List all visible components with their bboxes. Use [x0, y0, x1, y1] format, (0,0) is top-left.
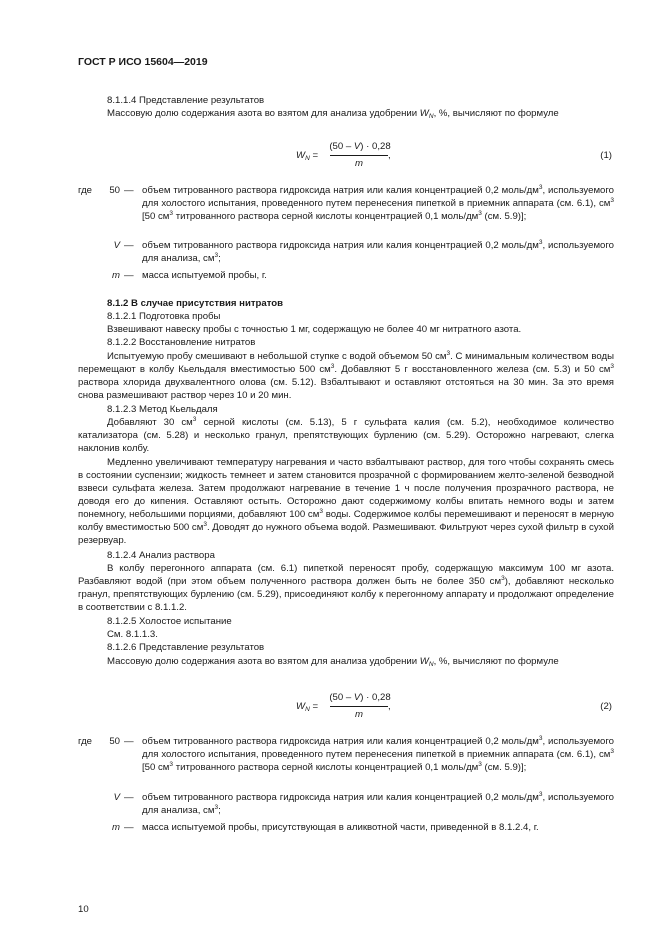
equation-number: (1) — [600, 150, 612, 161]
text-8-1-2-5: См. 8.1.1.3. — [107, 629, 158, 640]
section-title-8-1-2-3: 8.1.2.3 Метод Кьельдаля — [107, 404, 218, 415]
formula-lhs: $W_N$ = — [296, 150, 319, 162]
text-8-1-2-3-a: Добавляют 30 $см^3$ серной кислоты (см. 5.13), 5 г сульфата калия (см. 5.2), необходимое количество катализатора (см. 5.28) и несколько гранул, препятствующих бурлению (см. 5.29). Осторожно нагревают, слегка наклонив колбу. — [78, 416, 614, 454]
fraction-bar — [330, 706, 388, 707]
intro-8-1-2-6: Массовую долю содержания азота во взятом для анализа удобрении $W_N$, %, вычисляют по формуле — [107, 656, 559, 668]
text-8-1-2-2: Испытуемую пробу смешивают в небольшой ступке с водой объемом 50 $см^3$. С минимальным количеством воды перемещают в колбу Кьельдаля вместимостью 500 $см^3$. Добавляют 5 г восстановленного железа (см. 5.3) и 50 $см^3$ раствора хлорида двухвалентного олова (см. 5.12). Взбалтывают и оставляют отстояться на 30 мин. За это время снова размешивают раствор через 10 и 20 мин. — [78, 350, 614, 401]
text-8-1-2-4: В колбу перегонного аппарата (см. 6.1) пипеткой переносят пробу, содержащую максимум 100 мг азота. Разбавляют водой (при этом объем полученного раствора должен быть не более 350 $см^3$), добавляют несколько гранул, препятствующих бурлению (см. 5.29), присоединяют колбу к перегонному аппарату и продолжают определение в соответствии с 8.1.1.2. — [78, 563, 614, 613]
section-title-8-1-2-6: 8.1.2.6 Представление результатов — [107, 642, 265, 653]
formula-denominator: m — [355, 158, 363, 169]
formula-1: $W_N$ = (50 – V) · 0,28 m , (1) — [296, 141, 612, 169]
section-title-8-1-2-5: 8.1.2.5 Холостое испытание — [107, 616, 232, 627]
section-title-8-1-1-4: 8.1.1.4 Представление результатов — [107, 95, 265, 106]
section-title-8-1-2-2: 8.1.2.2 Восстановление нитратов — [107, 337, 256, 348]
document-header: ГОСТ Р ИСО 15604—2019 — [78, 56, 208, 68]
formula-denominator: m — [355, 709, 363, 720]
section-title-8-1-2-4: 8.1.2.4 Анализ раствора — [107, 550, 215, 561]
fraction-bar — [330, 155, 388, 156]
text-8-1-2-3-b: Медленно увеличивают температуру нагревания и часто взбалтывают раствор, для того чтобы сохранять смесь в состоянии суспензии; жидкость темнеет и затем становится прозрачной с формированием желто-зеленой безводной взвеси сульфата железа. Затем продолжают нагревание в течение 1 ч после получения прозрачного раствора, не доводя его до кипения. Оставляют остыть. Осторожно дают содержимому колбы впитать немного воды и затем понемногу, небольшими порциями, добавляют 100 $см^3$ воды. Содержимое колбы перемешивают и переносят в мерную колбу вместимостью 500 $см^3$. Доводят до нужного объема водой. Размешивают. Фильтруют через сухой фильтр в сухой резервуар. — [78, 457, 615, 546]
where-lead: где — [78, 185, 93, 196]
formula-2: $W_N$ = (50 – V) · 0,28 m , (2) — [296, 692, 612, 720]
section-title-8-1-2: 8.1.2 В случае присутствия нитратов — [107, 298, 284, 309]
equation-number: (2) — [600, 701, 612, 712]
intro-8-1-1-4: Массовую долю содержания азота во взятом для анализа удобрении $W_N$, %, вычисляют по формуле — [107, 108, 559, 120]
section-title-8-1-2-1: 8.1.2.1 Подготовка пробы — [107, 311, 221, 322]
page-number: 10 — [78, 904, 89, 915]
formula-numerator: (50 – V) · 0,28 — [329, 141, 391, 152]
text-8-1-2-1: Взвешивают навеску пробы с точностью 1 мг, содержащую не более 40 мг нитратного азота. — [107, 324, 522, 335]
formula-lhs: $W_N$ = — [296, 701, 319, 713]
where-lead: где — [78, 736, 93, 747]
formula-numerator: (50 – V) · 0,28 — [329, 692, 391, 703]
